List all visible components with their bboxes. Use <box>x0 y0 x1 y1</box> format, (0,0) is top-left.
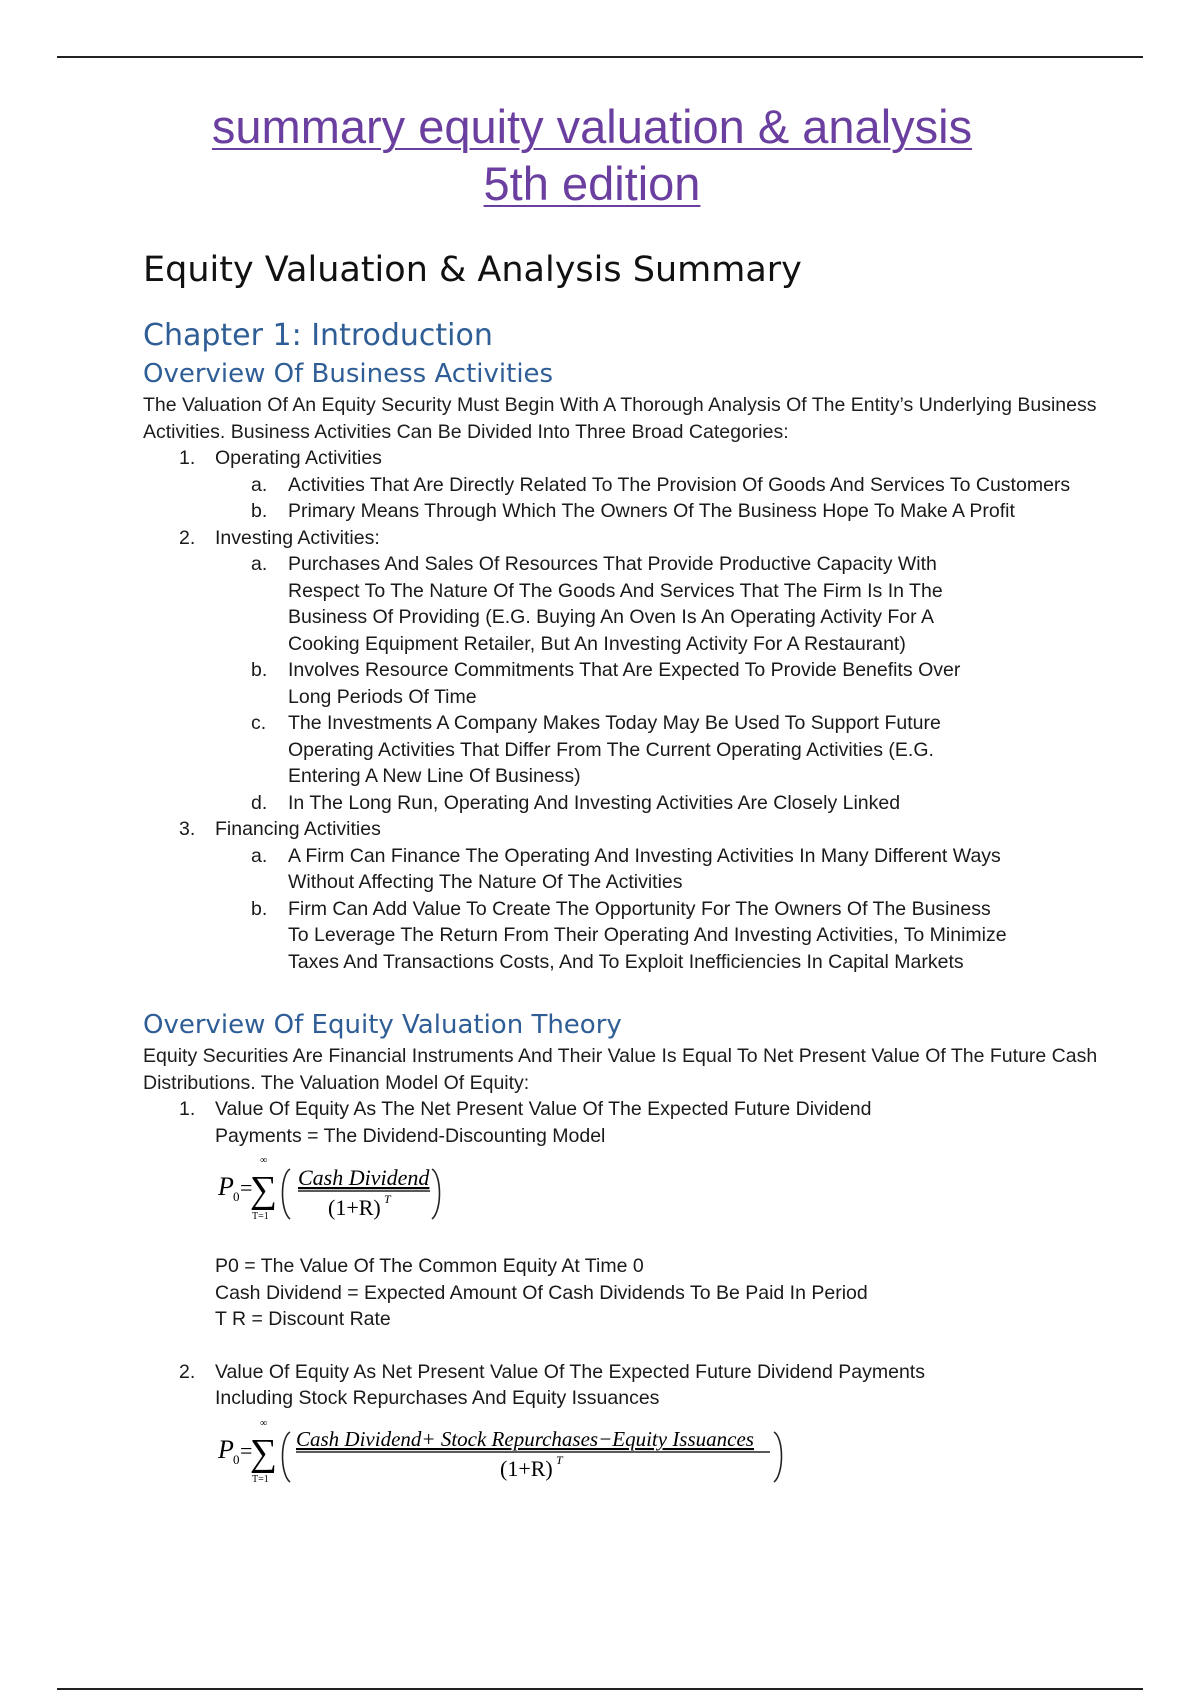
sub-list-text: Involves Resource Commitments That Are Expected To Provide Benefits Over Long Periods Of Time <box>288 659 961 708</box>
formula-lhs: P <box>218 1434 234 1464</box>
formula-exponent: T <box>384 1192 391 1206</box>
sub-list-text: Primary Means Through Which The Owners Of The Business Hope To Make A Profit <box>288 500 1015 522</box>
summation-symbol: ∑ <box>250 1169 278 1211</box>
dividend-discount-formula <box>218 1155 1103 1229</box>
document-title-link[interactable] <box>0 98 1184 212</box>
summation-symbol: ∑ <box>250 1431 278 1474</box>
business-activities-list <box>143 445 1103 975</box>
left-paren <box>283 1432 291 1482</box>
list-item-label: Financing Activities <box>215 818 381 840</box>
sub-list-item <box>215 498 1108 525</box>
formula-denominator: (1+R) <box>328 1195 381 1220</box>
sub-list-text: Firm Can Add Value To Create The Opportunity For The Owners Of The Business To Leverage The Return From Their Operating And Investing Activities, To Minimize Taxes And Transactions Costs, And To Exploit Inefficiencies In Capital Markets <box>288 897 1007 973</box>
sub-list-item <box>215 843 1008 896</box>
sub-list <box>215 551 1103 816</box>
section-intro: Equity Securities Are Financial Instruments And Their Value Is Equal To Net Present Value Of The Future Cash Distributions. The Valuation Model Of Equity: <box>143 1045 1098 1094</box>
sub-list <box>215 843 1103 976</box>
section-heading-business-activities: Overview Of Business Activities <box>143 359 554 389</box>
sub-list-letter: b. <box>251 500 268 522</box>
bottom-rule <box>57 1688 1143 1690</box>
document-title-line-1[interactable]: summary equity valuation & analysis <box>211 100 973 153</box>
sub-list-letter: a. <box>251 553 268 575</box>
formula-equals: = <box>240 1175 253 1200</box>
list-number: 2. <box>179 526 196 549</box>
document-title-line-2[interactable]: 5th edition <box>483 157 701 210</box>
sub-list-item <box>215 472 1108 499</box>
sub-list-text: In The Long Run, Operating And Investing Activities Are Closely Linked <box>288 791 901 814</box>
list-item-text: Value Of Equity As The Net Present Value Of The Expected Future Dividend Payments = The Dividend-Discounting Model <box>215 1098 872 1147</box>
left-paren <box>283 1169 291 1219</box>
list-number: 3. <box>179 818 196 840</box>
sub-list-letter: b. <box>251 897 268 920</box>
sub-list-text: A Firm Can Finance The Operating And Investing Activities In Many Different Ways Without Affecting The Nature Of The Activities <box>288 844 1001 893</box>
formula-definitions <box>215 1253 1103 1333</box>
definition-line: P0 = The Value Of The Common Equity At Time 0 <box>215 1255 644 1277</box>
summation-lower: T=1 <box>252 1211 269 1222</box>
sub-list-letter: a. <box>251 844 268 867</box>
list-number: 1. <box>179 447 196 469</box>
sub-list <box>215 472 1103 525</box>
valuation-models-list <box>143 1096 1103 1149</box>
sub-list-item <box>215 896 1008 976</box>
sub-list-text: Activities That Are Directly Related To The Provision Of Goods And Services To Customers <box>288 473 1071 496</box>
list-item-label: Investing Activities: <box>215 526 380 549</box>
sub-list-letter: c. <box>251 712 267 734</box>
sub-list-item <box>215 790 1008 817</box>
list-item <box>143 445 1103 525</box>
formula-lhs-sub: 0 <box>233 1451 240 1467</box>
sub-list-text: Purchases And Sales Of Resources That Provide Productive Capacity With Respect To The Nature Of The Goods And Services That The Firm Is In The Business Of Providing (E.G. Buying An Oven Is An Operating Activity For A Cooking Equipment Retailer, But An Investing Activity For A Restaurant) <box>288 553 943 655</box>
sub-list-item <box>215 710 1008 790</box>
formula-equals: = <box>240 1437 253 1463</box>
formula-graphic <box>218 1155 518 1229</box>
sub-list-letter: b. <box>251 659 268 681</box>
formula-graphic <box>218 1418 858 1492</box>
formula-numerator: Cash Dividend <box>298 1165 430 1190</box>
sub-list-text: The Investments A Company Makes Today May Be Used To Support Future Operating Activities That Differ From The Current Operating Activities (E.G. Entering A New Line Of Business) <box>288 712 941 787</box>
valuation-models-list-2 <box>143 1359 1103 1412</box>
summation-upper: ∞ <box>260 1417 268 1429</box>
formula-lhs-sub: 0 <box>233 1189 240 1204</box>
document-body <box>143 248 1103 1492</box>
definition-line: Cash Dividend = Expected Amount Of Cash Dividends To Be Paid In Period <box>215 1281 868 1304</box>
top-rule <box>57 56 1143 58</box>
sub-list-item <box>215 551 1008 657</box>
list-number: 2. <box>179 1360 196 1383</box>
formula-lhs: P <box>218 1172 234 1201</box>
list-item <box>143 1359 975 1412</box>
formula-denominator: (1+R) <box>500 1455 553 1481</box>
section-intro: The Valuation Of An Equity Security Must Begin With A Thorough Analysis Of The Entity’s Underlying Business Activities. Business Activities Can Be Divided Into Three Broad Categories: <box>143 394 1097 443</box>
definition-line: T R = Discount Rate <box>215 1308 391 1330</box>
list-item-label: Operating Activities <box>215 447 382 469</box>
right-paren <box>432 1169 440 1219</box>
spacer <box>143 1333 1103 1359</box>
formula-exponent: T <box>556 1452 563 1467</box>
summation-lower: T=1 <box>252 1473 269 1485</box>
sub-list-letter: a. <box>251 473 268 496</box>
right-paren <box>774 1432 782 1482</box>
sub-list-item <box>215 657 1008 710</box>
section-heading-valuation-theory: Overview Of Equity Valuation Theory <box>143 1010 622 1040</box>
list-number: 1. <box>179 1098 196 1120</box>
formula-numerator: Cash Dividend+ Stock Repurchases−Equity Issuances <box>296 1426 754 1451</box>
total-payout-formula <box>218 1418 1103 1492</box>
list-item <box>143 525 1103 817</box>
list-item <box>143 816 1103 975</box>
main-heading: Equity Valuation & Analysis Summary <box>143 250 802 290</box>
chapter-heading: Chapter 1: Introduction <box>143 318 493 353</box>
list-item <box>143 1096 935 1149</box>
list-item-text: Value Of Equity As Net Present Value Of The Expected Future Dividend Payments Including Stock Repurchases And Equity Issuances <box>215 1360 925 1409</box>
sub-list-letter: d. <box>251 791 268 814</box>
summation-upper: ∞ <box>260 1155 268 1166</box>
